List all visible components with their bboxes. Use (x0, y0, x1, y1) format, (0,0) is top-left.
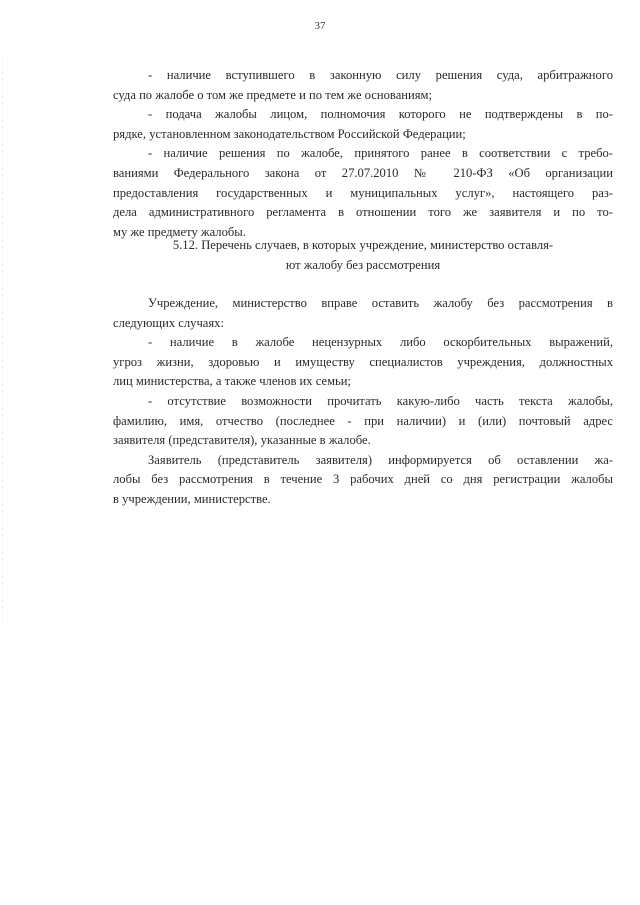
text-line: - наличие решения по жалобе, принятого ранее в соответствии с требо- (148, 146, 613, 161)
text-line: предоставления государственных и муниципальных услуг», настоящего раз- (113, 185, 613, 200)
text-line: заявителя (представителя), указанные в жалобе. (113, 433, 371, 448)
text-line: ваниями Федерального закона от 27.07.2010 № 210-ФЗ «Об организации (113, 165, 613, 180)
paragraph-grounds-for-refusal (113, 66, 613, 242)
text-line: дела административного регламента в отношении того же заявителя и по то- (113, 205, 613, 220)
heading-line: 5.12. Перечень случаев, в которых учреждение, министерство оставля- (172, 238, 554, 252)
text-line: лиц министерства, а также членов их семьи; (113, 374, 352, 389)
paragraph-cases-without-review (113, 294, 613, 510)
text-line: рядке, установленном законодательством Российской Федерации; (113, 126, 466, 141)
text-line: угроз жизни, здоровью и имуществу специалистов учреждения, должностных (113, 354, 613, 369)
text-line: - подача жалобы лицом, полномочия которого не подтверждены в по- (148, 107, 613, 122)
scan-edge-artifact (2, 60, 3, 620)
text-line: в учреждении, министерстве. (113, 491, 271, 506)
text-line: Заявитель (представитель заявителя) информируется об оставлении жа- (148, 452, 613, 467)
text-line: му же предмету жалобы. (113, 224, 246, 239)
text-line: лобы без рассмотрения в течение 3 рабочих дней со дня регистрации жалобы (113, 472, 613, 487)
heading-line: ют жалобу без рассмотрения (285, 257, 441, 272)
page-number: 37 (314, 20, 326, 32)
text-line: Учреждение, министерство вправе оставить жалобу без рассмотрения в (148, 296, 613, 310)
text-line: следующих случаях: (113, 315, 224, 330)
text-line: - наличие вступившего в законную силу решения суда, арбитражного (148, 68, 613, 82)
text-line: фамилию, имя, отчество (последнее - при наличии) и (или) почтовый адрес (113, 413, 613, 428)
text-line: суда по жалобе о том же предмете и по тем же основаниям; (113, 87, 433, 102)
text-line: - наличие в жалобе нецензурных либо оскорбительных выражений, (148, 335, 613, 350)
text-line: - отсутствие возможности прочитать какую-либо часть текста жалобы, (148, 393, 613, 408)
section-heading (113, 236, 613, 275)
